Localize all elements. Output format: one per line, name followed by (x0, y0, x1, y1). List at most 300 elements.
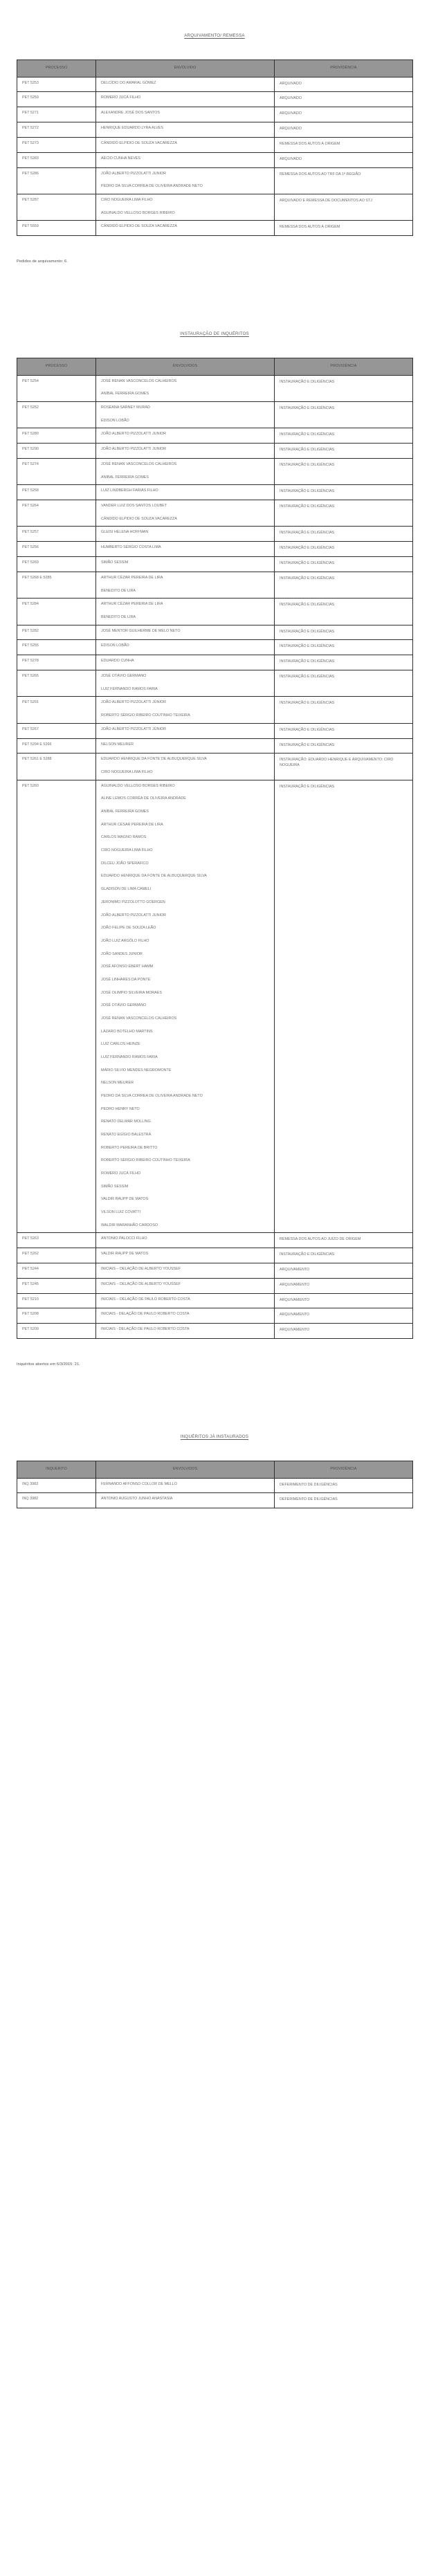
table-row (17, 557, 413, 572)
table-row (17, 444, 413, 459)
envolvido-name: CARLOS MAGNO RAMOS (101, 835, 147, 840)
envolvido-name: ARTHUR CÉZAR PEREIRA DE LIRA (101, 602, 163, 607)
cell-envolvidos (96, 1493, 275, 1508)
data-table (17, 60, 413, 236)
envolvido-name: BENEDITO DE LIRA (101, 588, 136, 593)
table-row (17, 723, 413, 738)
section-title (17, 331, 412, 336)
envolvido-name: LUIZ LINDBERGH FARIAS FILHO (101, 488, 158, 493)
envolvido-name: DELCÍDIO DO AMARAL GÓMEZ (101, 80, 156, 85)
cell-providencia (275, 1324, 413, 1339)
envolvido-name: JOÃO ALBERTO PIZZOLATTI JUNIOR (101, 447, 167, 452)
cell-envolvidos (96, 1233, 275, 1248)
table-header (17, 1461, 413, 1479)
providencia-text: DEFERIMENTO DE DILIGÊNCIAS (280, 1497, 338, 1502)
providencia-text: INSTAURAÇÃO E DILIGÊNCIAS (280, 727, 335, 732)
envolvido-name: BENEDITO DE LIRA (101, 614, 136, 619)
providencia-text: ARQUIVADO E REMESSA DE DOCUMENTOS AO STJ (280, 198, 372, 203)
envolvido-name: NELSON MEURER (101, 1081, 134, 1086)
column-header: ENVOLVIDOS (96, 358, 275, 376)
cell-providencia (275, 655, 413, 670)
top-spacer (17, 0, 412, 33)
providencia-text: ARQUIVAMENTO (280, 1313, 310, 1317)
cell-providencia (275, 122, 413, 138)
cell-processo: PET 5278 (17, 655, 96, 670)
providencia-text: INSTAURAÇÃO E DILIGÊNCIAS (280, 576, 335, 581)
table-body (17, 1478, 413, 1508)
cell-envolvidos (96, 640, 275, 655)
cell-providencia (275, 640, 413, 655)
cell-processo: PET 5294 E 5266 (17, 738, 96, 753)
cell-providencia (275, 77, 413, 92)
envolvido-name: ROBERTO SERGIO RIBEIRO COUTINHO TEIXEIRA (101, 1158, 190, 1163)
envolvido-name: JOÃO SANDES JUNIOR (101, 951, 143, 956)
cell-providencia (275, 599, 413, 625)
table-row (17, 1308, 413, 1324)
cell-providencia (275, 92, 413, 107)
cell-processo: PET 5254 (17, 375, 96, 401)
cell-providencia (275, 194, 413, 220)
column-header: PROVIDÊNCIA (275, 1461, 413, 1479)
cell-providencia (275, 557, 413, 572)
cell-envolvidos (96, 500, 275, 527)
cell-providencia (275, 572, 413, 598)
envolvido-name: WALDIR MARANHÃO CARDOSO (101, 1223, 158, 1227)
cell-envolvidos (96, 458, 275, 484)
table-row (17, 167, 413, 194)
cell-providencia (275, 375, 413, 401)
note-gap-top (17, 236, 412, 259)
cell-processo: PET 5244 (17, 1263, 96, 1278)
providencia-text: INSTAURAÇÃO E DILIGÊNCIAS (280, 659, 335, 664)
envolvido-name: ANÍBAL FERREIRA GOMES (101, 392, 149, 396)
cell-providencia (275, 1278, 413, 1293)
envolvido-name: JOÃO LUIZ ARGÔLO FILHO (101, 938, 149, 943)
cell-envolvidos (96, 1324, 275, 1339)
cell-processo: PET 5291 (17, 697, 96, 723)
note-gap-top (17, 1339, 412, 1362)
providencia-text: INSTAURAÇÃO E DILIGÊNCIAS (280, 462, 335, 467)
table-row (17, 1278, 413, 1293)
envolvido-name: JERONIMO PIZZOLOTTO GOERGEN (101, 899, 165, 904)
section-title-text: INSTAURAÇÃO DE INQUÉRITOS (180, 331, 249, 337)
cell-providencia (275, 221, 413, 236)
section-gap (17, 302, 412, 331)
note-gap-bottom (17, 1367, 412, 1405)
providencia-text: ARQUIVAMENTO (280, 1267, 310, 1272)
envolvido-name: VILSON LUIZ COVATTI (101, 1209, 141, 1214)
cell-envolvidos (96, 152, 275, 167)
table-row (17, 194, 413, 220)
section-gap (17, 1405, 412, 1434)
table-header-row (17, 60, 413, 77)
column-header: PROCESSO (17, 358, 96, 376)
table-row (17, 753, 413, 780)
providencia-text: INSTAURAÇÃO E DILIGÊNCIAS (280, 546, 335, 551)
cell-providencia (275, 527, 413, 542)
envolvido-name: ROSEANA SARNEY MURAD (101, 405, 150, 410)
table-row (17, 527, 413, 542)
envolvido-name: JOSÉ OTÁVIO GERMANO (101, 674, 147, 679)
table-row (17, 572, 413, 598)
section-title (17, 1434, 412, 1439)
table-row (17, 599, 413, 625)
cell-processo: PET 5258 (17, 485, 96, 500)
envolvido-name: NELSON MEURER (101, 742, 134, 747)
providencia-text: DEFERIMENTO DE DILIGÊNCIAS (280, 1482, 338, 1487)
table-row (17, 640, 413, 655)
sections-container (17, 33, 412, 1529)
cell-providencia (275, 723, 413, 738)
cell-processo: PET 5256 (17, 542, 96, 557)
cell-envolvidos (96, 738, 275, 753)
envolvido-name: JOSÉ LINHARES DA PONTE (101, 977, 151, 982)
cell-envolvidos (96, 723, 275, 738)
table-row (17, 670, 413, 697)
providencia-text: INSTAURAÇÃO E DILIGÊNCIAS (280, 675, 335, 679)
envolvido-name: FERNANDO AFFONSO COLLOR DE MELLO (101, 1481, 177, 1486)
providencia-text: REMESSA DOS AUTOS À ORIGEM (280, 225, 340, 230)
cell-processo: PET 5271 (17, 107, 96, 122)
cell-providencia (275, 753, 413, 780)
envolvido-name: ROBERTO SÉRGIO RIBEIRO COUTINHO TEIXEIRA (101, 713, 190, 718)
envolvido-name: JOSÉ RENAN VASCONCELOS CALHEIROS (101, 462, 177, 466)
envolvido-name: ANÍBAL FERREIRA GOMES (101, 475, 149, 479)
cell-processo: PET 5260 (17, 780, 96, 1233)
envolvido-name: ALINE LEMOS CORRÊA DE OLIVEIRA ANDRADE (101, 796, 186, 801)
envolvido-name: DILCEU JOÃO SPERAFICO (101, 861, 149, 866)
envolvido-name: LUIZ FERNANDO RAMOS FARIA (101, 1054, 158, 1059)
table-body (17, 375, 413, 1339)
cell-envolvidos (96, 655, 275, 670)
envolvido-name: JOÃO ALBERTO PIZZOLATTI JUNIOR (101, 913, 167, 917)
table-row (17, 107, 413, 122)
cell-processo: PET 5559 (17, 221, 96, 236)
summary-note: Pedidos de arquivamento: 6. (17, 259, 68, 264)
cell-processo: PET 5267 (17, 723, 96, 738)
cell-processo: PET 5262 (17, 1248, 96, 1263)
providencia-text: INSTAURAÇÃO E DILIGÊNCIAS (280, 448, 335, 453)
cell-envolvidos (96, 221, 275, 236)
envolvido-name: INICIAIS – DELAÇÃO DE PAULO ROBERTO COSTA (101, 1297, 190, 1301)
envolvido-name: GLEISI HELENA HOFFMAN (101, 530, 149, 535)
cell-envolvidos (96, 485, 275, 500)
providencia-text: INSTAURAÇÃO E DILIGÊNCIAS (280, 489, 335, 494)
envolvido-name: LUIZ FERNANDO RAMOS FARIA (101, 686, 158, 691)
envolvido-name: INICIAIS - DELAÇÃO DE PAULO ROBERTO COSTA (101, 1312, 190, 1317)
cell-processo: PET 5282 (17, 625, 96, 640)
table-row (17, 1248, 413, 1263)
table-row (17, 655, 413, 670)
envolvido-name: ANTONIO AUGUSTO JUNHO ANASTASIA (101, 1497, 173, 1501)
cell-envolvidos (96, 1478, 275, 1493)
envolvido-name: ARTHUR CÉZAR PEREIRA DE LIRA (101, 575, 163, 580)
envolvido-name: JOSÉ OLIMPIO SILVEIRA MORAES (101, 990, 162, 995)
envolvido-name: EDUARDO HENRIQUE DA FONTE DE ALBUQUERQUE SILVA (101, 874, 207, 879)
table-row (17, 625, 413, 640)
cell-providencia (275, 401, 413, 428)
section-title (17, 33, 412, 38)
cell-processo: PET 5272 (17, 122, 96, 138)
envolvido-name: ALEXANDRE JOSÉ DOS SANTOS (101, 111, 160, 116)
cell-processo: PET 5290 (17, 444, 96, 459)
providencia-text: ARQUIVAMENTO (280, 1297, 310, 1302)
table-row (17, 401, 413, 428)
cell-processo: PET 5263 (17, 1233, 96, 1248)
title-gap (17, 1439, 412, 1461)
envolvido-name: GLADISON DE LIMA CAMELI (101, 887, 152, 892)
cell-envolvidos (96, 670, 275, 697)
cell-processo: PET 5265 (17, 670, 96, 697)
providencia-text: INSTAURAÇÃO E DILIGÊNCIAS (280, 784, 335, 789)
table-row (17, 221, 413, 236)
cell-envolvidos (96, 599, 275, 625)
envolvido-name: VANDER LUIZ DOS SANTOS LOUBET (101, 504, 167, 509)
providencia-text: ARQUIVAMENTO (280, 1328, 310, 1333)
cell-processo: PET 5209 (17, 1324, 96, 1339)
table-header (17, 60, 413, 77)
envolvido-name: AGUINALDO VELLOSO BORGES RIBEIRO (101, 210, 175, 215)
envolvido-name: EDISON LOBÃO (101, 418, 129, 423)
envolvido-name: AÉCIO CUNHA NEVES (101, 156, 140, 161)
summary-note: Inquéritos abertos em 6/3/2015: 21. (17, 1362, 80, 1367)
envolvido-name: CÂNDIDO ELPIDIO DE SOUZA VACAREZZA (101, 516, 177, 521)
column-header: ENVOLVIDOS (96, 1461, 275, 1479)
title-gap (17, 336, 412, 358)
cell-providencia (275, 167, 413, 194)
cell-processo: PET 5208 (17, 1308, 96, 1324)
providencia-text: REMESSA DOS AUTOS AO JUÍZO DE ORIGEM (280, 1237, 361, 1242)
providencia-text: INSTAURAÇÃO E DILIGÊNCIAS (280, 629, 335, 634)
table-row (17, 137, 413, 152)
cell-providencia (275, 670, 413, 697)
providencia-text: ARQUIVAMENTO (280, 1282, 310, 1287)
table-header-row (17, 1461, 413, 1479)
cell-envolvidos (96, 1278, 275, 1293)
cell-envolvidos (96, 137, 275, 152)
providencia-text: INSTAURAÇÃO E DILIGÊNCIAS (280, 432, 335, 437)
cell-processo: PET 5255 (17, 640, 96, 655)
envolvido-name: VALDIR RAUPP DE MATOS (101, 1197, 149, 1202)
providencia-text: INSTAURAÇÃO E DILIGÊNCIAS (280, 742, 335, 747)
cell-providencia (275, 428, 413, 444)
providencia-text: INSTAURAÇÃO E DILIGÊNCIAS (280, 1252, 335, 1257)
cell-envolvidos (96, 753, 275, 780)
providencia-text: REMESSA DOS AUTOS À ORIGEM (280, 141, 340, 146)
table-row (17, 77, 413, 92)
cell-providencia (275, 1248, 413, 1263)
cell-envolvidos (96, 625, 275, 640)
table-row (17, 428, 413, 444)
column-header: PROVIDÊNCIA (275, 358, 413, 376)
cell-envolvidos (96, 375, 275, 401)
cell-envolvidos (96, 107, 275, 122)
envolvido-name: JOSÉ MENTOR GUILHERME DE MELO NETO (101, 628, 181, 633)
cell-processo: PET 5253 (17, 77, 96, 92)
table-gap-bottom (17, 1508, 412, 1529)
table-row (17, 375, 413, 401)
table-row (17, 780, 413, 1233)
table-row (17, 1293, 413, 1308)
envolvido-name: CÂNDIDO ELPIDIO DE SOUZA VACAREZZA (101, 224, 177, 229)
providencia-text: INSTAURAÇÃO E DILIGÊNCIAS (280, 561, 335, 566)
cell-providencia (275, 625, 413, 640)
cell-envolvidos (96, 557, 275, 572)
envolvido-name: ANÍBAL FERREIRA GOMES (101, 810, 149, 814)
cell-processo: PET 5261 E 5288 (17, 753, 96, 780)
cell-envolvidos (96, 428, 275, 444)
envolvido-name: ROBERTO PEREIRA DE BRITTO (101, 1145, 158, 1150)
cell-envolvidos (96, 194, 275, 220)
cell-processo: PET 5274 (17, 458, 96, 484)
providencia-text: ARQUIVADO (280, 127, 302, 131)
cell-envolvidos (96, 527, 275, 542)
title-gap (17, 38, 412, 60)
envolvido-name: LUIZ CARLOS HEINZE (101, 1042, 140, 1047)
envolvido-name: JOSÉ RENAN VASCONCELOS CALHEIROS (101, 378, 177, 383)
cell-providencia (275, 1263, 413, 1278)
cell-providencia (275, 1308, 413, 1324)
table-row (17, 697, 413, 723)
envolvido-name: HENRIQUE EDUARDO LYRA ALVES (101, 126, 163, 131)
cell-processo: PET 5257 (17, 527, 96, 542)
envolvido-name: RENATO EGÍGIO BALESTRA (101, 1132, 152, 1137)
cell-processo: PET 5268 E 5285 (17, 572, 96, 598)
envolvido-name: CÂNDIDO ELPIDIO DE SOUZA VACAREZZA (101, 140, 177, 145)
cell-providencia (275, 500, 413, 527)
table-row (17, 458, 413, 484)
cell-providencia (275, 485, 413, 500)
table-row (17, 1478, 413, 1493)
cell-providencia (275, 107, 413, 122)
envolvido-name: JOÃO ALBERTO PIZZOLATTI JÚNIOR (101, 700, 167, 705)
providencia-text: ARQUIVADO (280, 111, 302, 116)
cell-envolvidos (96, 401, 275, 428)
cell-providencia (275, 1293, 413, 1308)
cell-envolvidos (96, 572, 275, 598)
column-header: PROCESSO (17, 60, 96, 77)
envolvido-name: EDUARDO HENRIQUE DA FONTE DE ALBUQUERQUE SILVA (101, 757, 207, 762)
cell-envolvidos (96, 780, 275, 1233)
cell-processo: PET 5283 (17, 152, 96, 167)
data-table (17, 1461, 413, 1508)
table-row (17, 1233, 413, 1248)
cell-providencia (275, 1478, 413, 1493)
column-header: INQUÉRITO (17, 1461, 96, 1479)
cell-providencia (275, 542, 413, 557)
envolvido-name: PEDRO HENRY NETO (101, 1106, 140, 1111)
table-header-row (17, 358, 413, 376)
envolvido-name: CIRO NOGUEIRA LIMA FILHO (101, 770, 153, 775)
table-row (17, 1493, 413, 1508)
cell-providencia (275, 444, 413, 459)
table-row (17, 500, 413, 527)
envolvido-name: JOSÉ RENAN VASCONCELOS CALHEIROS (101, 1016, 177, 1021)
cell-envolvidos (96, 1293, 275, 1308)
data-table (17, 358, 413, 1339)
cell-processo: PET 5245 (17, 1278, 96, 1293)
table-row (17, 738, 413, 753)
cell-envolvidos (96, 444, 275, 459)
envolvido-name: JOÃO ALBERTO PIZZOLATTI JÚNIOR (101, 727, 167, 731)
cell-processo: INQ 3982 (17, 1493, 96, 1508)
cell-providencia (275, 1233, 413, 1248)
envolvido-name: EDUARDO CUNHA (101, 659, 134, 664)
providencia-text: INSTAURAÇÃO E DILIGÊNCIAS (280, 379, 335, 384)
providencia-text: INSTAURAÇÃO E DILIGÊNCIAS (280, 405, 335, 410)
envolvido-name: JOSÉ AFONSO EBERT HAMM (101, 965, 154, 969)
providencia-text: ARQUIVADO (280, 81, 302, 86)
cell-processo: PET 5264 (17, 500, 96, 527)
table-row (17, 152, 413, 167)
table-row (17, 1324, 413, 1339)
cell-processo: PET 5210 (17, 1293, 96, 1308)
cell-envolvidos (96, 122, 275, 138)
envolvido-name: LÁZARO BOTELHO MARTINS (101, 1029, 153, 1034)
cell-providencia (275, 137, 413, 152)
providencia-text: INSTAURAÇÃO E DILIGÊNCIAS (280, 531, 335, 536)
envolvido-name: RENATO DELMAR MOLLING (101, 1120, 151, 1124)
cell-providencia (275, 697, 413, 723)
column-header: PROVIDÊNCIA (275, 60, 413, 77)
envolvido-name: SIMÃO SESSIM (101, 560, 129, 565)
providencia-text: ARQUIVADO (280, 96, 302, 101)
envolvido-name: JOSÉ OTÁVIO GERMANO (101, 1003, 147, 1008)
envolvido-name: VALDIR RAUPP DE MATOS (101, 1252, 149, 1257)
cell-providencia (275, 458, 413, 484)
providencia-text: REMESSA DOS AUTOS AO TRF DA 1ª REGIÃO (280, 172, 361, 176)
section-title-text: ARQUIVAMENTO/ REMESSA (184, 33, 245, 38)
envolvido-name: CIRO NOGUEIRA LIMA FILHO (101, 848, 153, 853)
envolvido-name: HUMBERTO SÉRGIO COSTA LIMA (101, 545, 161, 550)
envolvido-name: AGUINALDO VELLOSO BORGES RIBEIRO (101, 783, 175, 788)
envolvido-name: ROMERO JUCÁ FILHO (101, 95, 141, 100)
providencia-text: INSTAURAÇÃO: EDUARDO HENRIQUE E ARQUIVAMENTO: CIRO NOGUEIRA (280, 758, 394, 768)
envolvido-name: PEDRO DA SILVA CORREA DE OLIVEIRA ANDRADE NETO (101, 184, 203, 189)
cell-processo: INQ 3983 (17, 1478, 96, 1493)
cell-processo: PET 5287 (17, 194, 96, 220)
cell-processo: PET 5252 (17, 401, 96, 428)
table-row (17, 1263, 413, 1278)
cell-processo: PET 5284 (17, 599, 96, 625)
providencia-text: INSTAURAÇÃO E DILIGÊNCIAS (280, 504, 335, 509)
column-header: ENVOLVIDO (96, 60, 275, 77)
section-title-text: INQUÉRITOS JÁ INSTAURADOS (180, 1434, 249, 1440)
table-row (17, 122, 413, 138)
table-row (17, 92, 413, 107)
envolvido-name: INICIAIS – DELAÇÃO DE ALBERTO YOUSSEF (101, 1266, 181, 1271)
cell-providencia (275, 738, 413, 753)
cell-envolvidos (96, 167, 275, 194)
envolvido-name: ARTHUR CESAR PEREIRA DE LIRA (101, 822, 163, 827)
cell-envolvidos (96, 92, 275, 107)
envolvido-name: JOÃO FELIPE DE SOUZA LEÃO (101, 926, 156, 931)
cell-processo: PET 5280 (17, 428, 96, 444)
table-header (17, 358, 413, 376)
cell-processo: PET 5259 (17, 92, 96, 107)
envolvido-name: ROMERO JUCÁ FILHO (101, 1171, 141, 1176)
note-gap-bottom (17, 264, 412, 302)
envolvido-name: MÁRIO SILVIO MENDES NEGROMONTE (101, 1068, 172, 1072)
cell-envolvidos (96, 1308, 275, 1324)
providencia-text: INSTAURAÇÃO E DILIGÊNCIAS (280, 644, 335, 649)
envolvido-name: JOÃO ALBERTO PIZZOLATTI JUNIOR (101, 432, 167, 437)
envolvido-name: CIRO NOGUEIRA LIMA FILHO (101, 197, 153, 202)
table-body (17, 77, 413, 235)
cell-providencia (275, 1493, 413, 1508)
cell-envolvidos (96, 542, 275, 557)
cell-envolvidos (96, 1248, 275, 1263)
